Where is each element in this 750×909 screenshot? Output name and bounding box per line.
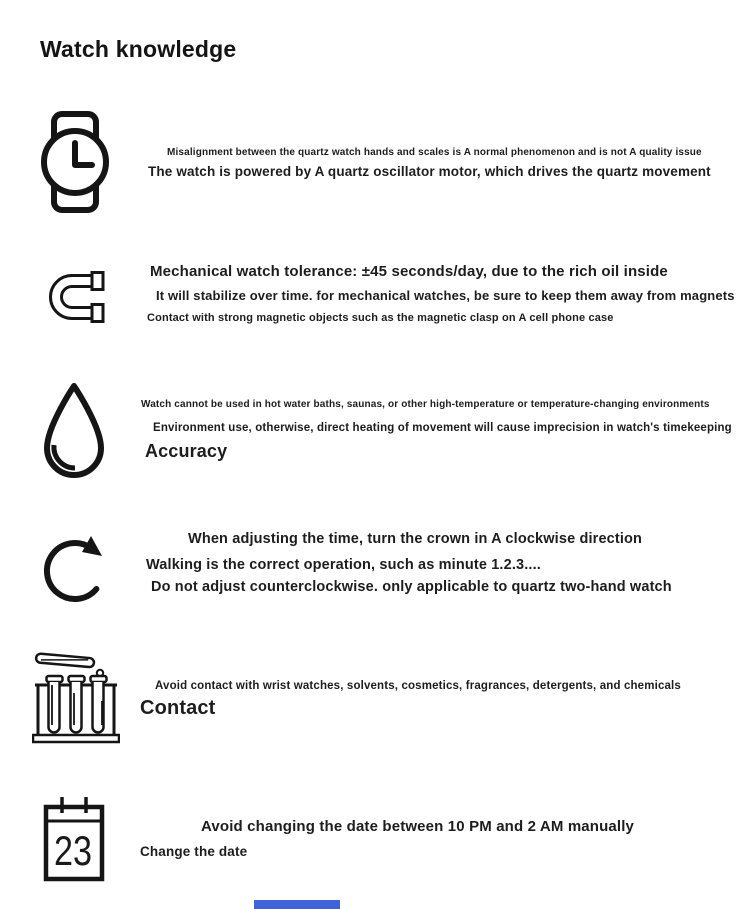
environment-use-text: Environment use, otherwise, direct heating of movement will cause imprecision in watch's timekeeping [153, 422, 732, 434]
correct-operation-text: Walking is the correct operation, such as minute 1.2.3.... [146, 557, 541, 573]
test-tubes-icon [32, 649, 120, 745]
quartz-misalignment-note: Misalignment between the quartz watch hands and scales is A normal phenomenon and is not A quality issue [167, 147, 702, 158]
avoid-chemicals-text: Avoid contact with wrist watches, solvents, cosmetics, fragrances, detergents, and chemicals [155, 680, 681, 692]
date-change-warning-text: Avoid changing the date between 10 PM and 2 AM manually [201, 818, 635, 835]
water-drop-icon [39, 381, 109, 479]
calendar-icon [42, 792, 106, 884]
magnet-warning-text: It will stabilize over time. for mechanical watches, be sure to keep them away from magnets [156, 288, 735, 303]
hot-water-warning-note: Watch cannot be used in hot water baths, saunas, or other high-temperature or temperature-changing environments [141, 399, 710, 410]
accuracy-heading: Accuracy [145, 441, 228, 461]
bottom-accent-bar [254, 900, 340, 909]
contact-heading: Contact [140, 697, 216, 719]
change-date-heading: Change the date [140, 844, 248, 859]
clockwise-direction-text: When adjusting the time, turn the crown in A clockwise direction [188, 531, 643, 547]
counterclockwise-warning-text: Do not adjust counterclockwise. only applicable to quartz two-hand watch [151, 579, 672, 595]
clockwise-arrow-icon [42, 527, 110, 607]
mechanical-tolerance-text: Mechanical watch tolerance: ±45 seconds/day, due to the rich oil inside [150, 263, 668, 280]
page-title: Watch knowledge [40, 36, 237, 62]
magnetic-objects-note: Contact with strong magnetic objects such as the magnetic clasp on A cell phone case [147, 312, 614, 324]
wristwatch-icon [40, 110, 110, 214]
calendar-day-number: 23 [54, 827, 92, 874]
quartz-movement-text: The watch is powered by A quartz oscillator motor, which drives the quartz movement [148, 164, 711, 179]
magnet-icon [42, 268, 108, 326]
